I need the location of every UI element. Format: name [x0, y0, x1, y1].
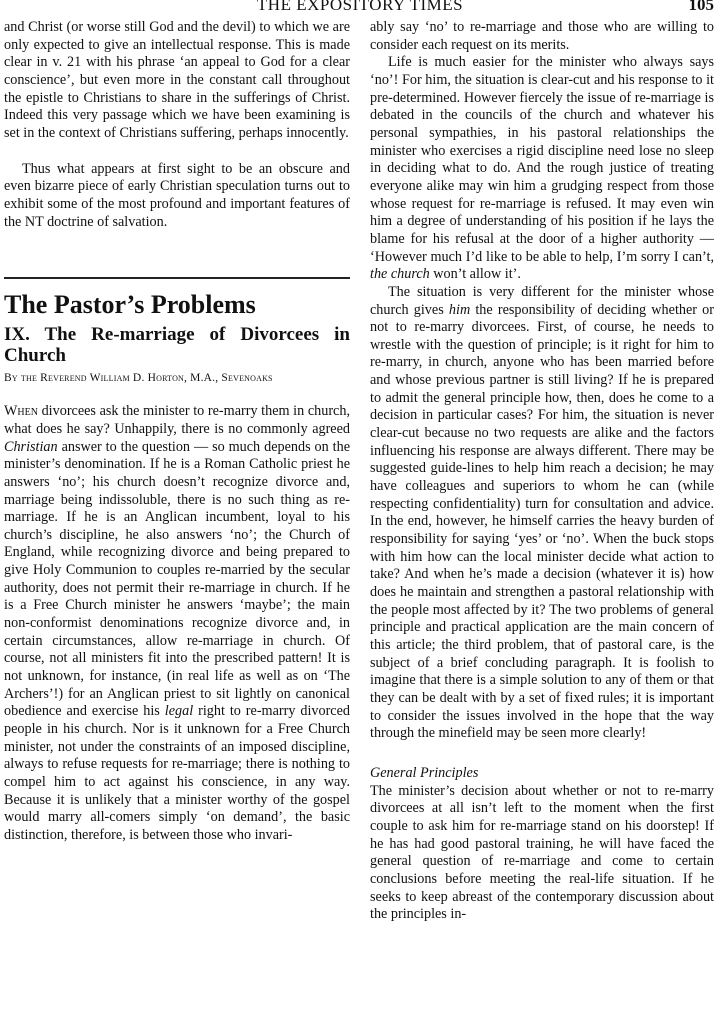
right-paragraph-3: The situation is very different for the minister whose church gives him the responsibility of deciding whether or not to re-marry divorcees. First, of course, he needs to wrestle with the question of principle; is it right for him to re-marry, in church, anyone who has been married before and whose previous partner is still living? If he is prepared to admit the general principle how, then, does he come to a decision in particular cases? For him, the situation is never clear-cut because no two requests are alike and the factors influencing his response are always different. There may be suggested guide-lines to help him reach a decision; he may have colleagues and superiors to whom he can (while respecting confidentiality) turn for consultation and advice. In the end, however, he himself carries the heavy burden of responsibility for saying ‘yes’ or ‘no’. When the buck stops with him how can the local minister decide what action to take? And when he’s made a decision (whatever it is) how does he maintain and strengthen a pastoral relationship with the people most affected by it? The two problems of general principle and practical application are the main concern of this article; the third problem, that of pastoral care, is the subject of a brief concluding paragraph. It is foolish to imagine that there is a simple solution to any of them or that they can be dealt with by a set of fixed rules; it is important to consider the issues involved in the hope that the way through the minefield may be seen more clearly! [370, 283, 714, 742]
left-paragraph-1: and Christ (or worse still God and the devil) to which we are only expected to give an intellectual response. This is made clear in v. 21 with his phrase ‘an appeal to God for a clear conscience’, but even more in the constant call throughout the epistle to Christians to share in the sufferings of Christ. Indeed this very passage which we have been examining is set in the context of Christians suffering, perhaps innocently. [4, 19, 350, 141]
left-paragraph-3: When divorcees ask the minister to re-marry them in church, what does he say? Unhappily, there is no commonly agreed Christian answer to the question — so much depends on the minister’s denomination. If he is a Roman Catholic priest he answers ‘no’; his church doesn’t recognize divorce and, marriage being indissoluble, there is no such thing as re-marriage. If he is an Anglican incumbent, loyal to his church’s discipline, he also answers ‘no’; the Church of England, while recognizing divorce and being prepared to give Holy Communion to couples re-married by the secular authority, does not permit their re-marriage in church. If he is a Free Church minister he answers ‘maybe’; the main non-conformist denominations recognize divorce and, in certain circumstances, allow re-marriage in church. Of course, not all ministers fit into the prescribed pattern! It is not unknown, for instance, (in real life as well as on ‘The Archers’!) for an Anglican priest to sit lightly on canonical obedience and exercise his legal right to re-marry divorced people in his church. Nor is it unknown for a Free Church minister, not under the constraints of an imposed discipline, always to refuse requests for re-marriage; there is nothing to compel him to act against his conscience, in any way. Because it is unlikely that a minister worthy of the gospel would marry all-comers simply ‘on demand’, the basic distinction, therefore, is between those who invari- [4, 403, 350, 843]
article-title: The Pastor’s Problems [4, 290, 256, 320]
running-head: THE EXPOSITORY TIMES [256, 0, 464, 14]
article-subtitle: IX. The Re-marriage of Divorcees in Church [4, 324, 350, 367]
right-column [370, 19, 714, 924]
article-byline: By the Reverend William D. Horton, M.A., Sevenoaks [4, 372, 273, 385]
left-paragraph-2: Thus what appears at first sight to be an obscure and even bizarre piece of early Christian speculation turns out to exhibit some of the most profound and important features of the NT doctrine of salvation. [4, 160, 350, 230]
section-heading: General Principles [370, 764, 479, 781]
right-paragraph-2: Life is much easier for the minister who always says ‘no’! For him, the situation is clear-cut and his response to it pre-determined. However fiercely the issue of re-marriage is debated in the councils of the church and whatever his personal sympathies, in his pastoral relationships the minister who exercises a rigid discipline need lose no sleep in deciding what to do. And the rough justice of treating everyone alike may win him a grudging respect from those whose request for re-marriage is refused. It may even win him a degree of understanding of his position if he lays the blame for his refusal at the door of a higher authority — ‘However much I’d like to be able to help, I’m sorry I can’t, the church won’t allow it’. [370, 54, 714, 283]
left-column [4, 19, 350, 845]
right-paragraph-1: ably say ‘no’ to re-marriage and those who are willing to consider each request on its merits. [370, 19, 714, 53]
page-number: 105 [688, 0, 714, 14]
right-paragraph-4: The minister’s decision about whether or not to re-marry divorcees at all isn’t left to the moment when the first couple to ask him for re-marriage stand on his doorstep! If he has had good pastoral training, he will have faced the general question of re-marriage and come to certain conclusions before meeting the real-life situation. If he seeks to keep abreast of the contemporary discussion about the principles in- [370, 782, 714, 923]
page-header [0, 0, 720, 20]
drop-word: When [4, 403, 38, 420]
